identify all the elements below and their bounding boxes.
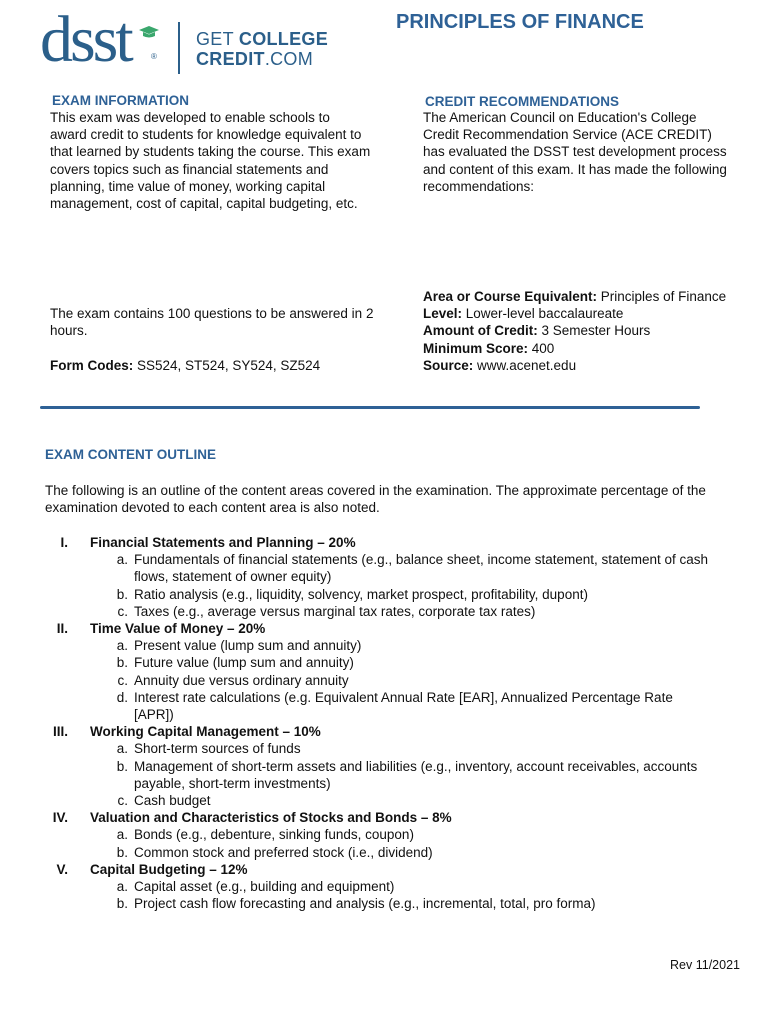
form-codes: Form Codes: SS524, ST524, SY524, SZ524 (50, 358, 321, 373)
item-text-line: Management of short-term assets and liabilities (e.g., inventory, account receivables, accounts (134, 758, 698, 774)
item-text-line: Interest rate calculations (e.g. Equivalent Annual Rate [EAR], Annualized Percentage Rate (134, 689, 673, 705)
item-text-line: Project cash flow forecasting and analysis (e.g., incremental, total, pro forma) (134, 896, 596, 912)
exam-info-text: This exam was developed to enable schools to award credit to students for knowledge equivalent to that learned by students taking the course. This exam covers topics such as financial statements and planning, time value of money, working capital management, cost of capital, capital budgeting, etc. (50, 110, 371, 212)
dsst-logo-wordmark: dsst (40, 3, 131, 76)
section-title: Valuation and Characteristics of Stocks and Bonds – 8% (90, 810, 452, 826)
outline-item (46, 551, 734, 585)
logo-tagline-line1: GET COLLEGE (196, 29, 328, 49)
outline-item (46, 586, 734, 603)
outline-section (46, 534, 746, 551)
section-number: IV. (52, 810, 68, 826)
outline-item (46, 826, 734, 843)
item-text-line: Capital asset (e.g., building and equipment) (134, 878, 395, 894)
item-text-line: Present value (lump sum and annuity) (134, 638, 362, 654)
item-letter: b. (116, 655, 128, 671)
item-text-line: payable, short-term investments) (134, 775, 331, 791)
outline-section (46, 861, 746, 878)
outline-intro: The following is an outline of the content areas covered in the examination. The approximate percentage of the examination devoted to each content area is also noted. (45, 483, 706, 516)
outline-item (46, 895, 734, 912)
section-title: Time Value of Money – 20% (90, 621, 266, 636)
section-title: Working Capital Management – 10% (90, 724, 321, 740)
exam-info-heading: EXAM INFORMATION (52, 93, 189, 108)
outline-section (46, 809, 746, 826)
item-letter: a. (116, 827, 128, 843)
item-text-line: Cash budget (134, 793, 211, 808)
credit-detail-source: Source: www.acenet.edu (423, 357, 577, 373)
item-letter: a. (116, 552, 128, 568)
item-letter: c. (117, 603, 128, 619)
credit-detail-amount: Amount of Credit: 3 Semester Hours (423, 323, 651, 339)
item-letter: c. (117, 793, 128, 808)
exam-questions-text: The exam contains 100 questions to be answered in 2 hours. (50, 306, 374, 339)
item-text-line: Ratio analysis (e.g., liquidity, solvency, market prospect, profitability, dupont) (134, 586, 588, 602)
section-divider (40, 406, 700, 409)
item-letter: a. (116, 741, 128, 757)
credit-recommendations-text: The American Council on Education's College Credit Recommendation Service (ACE CREDIT) has evaluated the DSST test development process and content of this exam. It has made the following recommendations: (423, 110, 727, 194)
outline-item (46, 654, 734, 671)
item-text-line: Fundamentals of financial statements (e.g., balance sheet, income statement, statement of cash (134, 552, 709, 568)
section-title: Financial Statements and Planning – 20% (90, 535, 356, 550)
page-title: PRINCIPLES OF FINANCE (396, 11, 644, 33)
section-number: I. (60, 535, 68, 550)
section-number: V. (56, 861, 68, 877)
credit-details (423, 288, 726, 374)
logo-divider (178, 22, 180, 74)
outline-section (46, 723, 746, 740)
revision-date: Rev 11/2021 (670, 958, 740, 972)
item-text-line: [APR]) (134, 707, 174, 722)
outline-item (46, 672, 734, 689)
credit-detail-level: Level: Lower-level baccalaureate (423, 306, 624, 322)
registered-mark: ® (151, 52, 157, 61)
outline-item (46, 878, 734, 895)
outline-section (46, 620, 746, 637)
item-text-line: Short-term sources of funds (134, 741, 301, 757)
outline-item (46, 689, 734, 723)
item-text-line: Annuity due versus ordinary annuity (134, 672, 349, 688)
outline-item (46, 758, 734, 792)
item-letter: d. (116, 689, 128, 705)
outline-item (46, 844, 734, 861)
item-letter: b. (116, 758, 128, 774)
item-letter: b. (116, 586, 128, 602)
outline-item (46, 603, 734, 620)
section-title: Capital Budgeting – 12% (90, 861, 248, 877)
graduation-cap-icon (139, 26, 159, 39)
credit-detail-min-score: Minimum Score: 400 (423, 340, 555, 356)
content-outline-list (46, 534, 746, 912)
item-text-line: Bonds (e.g., debenture, sinking funds, coupon) (134, 827, 414, 843)
outline-item (46, 740, 734, 757)
item-letter: a. (116, 638, 128, 654)
outline-item (46, 637, 734, 654)
outline-item (46, 792, 734, 809)
section-number: III. (52, 724, 68, 740)
item-letter: a. (116, 878, 128, 894)
item-text-line: Taxes (e.g., average versus marginal tax rates, corporate tax rates) (134, 603, 536, 619)
credit-recommendations-heading: CREDIT RECOMMENDATIONS (425, 94, 619, 109)
logo-tagline-line2: CREDIT.COM (196, 49, 314, 69)
item-text-line: Common stock and preferred stock (i.e., dividend) (134, 844, 433, 860)
item-letter: b. (116, 896, 128, 912)
item-text-line: Future value (lump sum and annuity) (134, 655, 354, 671)
credit-detail-area: Area or Course Equivalent: Principles of Finance (423, 289, 727, 304)
item-letter: b. (116, 844, 128, 860)
section-number: II. (56, 621, 68, 636)
item-letter: c. (117, 672, 128, 688)
item-text-line: flows, statement of owner equity) (134, 569, 332, 585)
exam-content-outline-heading: EXAM CONTENT OUTLINE (45, 447, 216, 462)
